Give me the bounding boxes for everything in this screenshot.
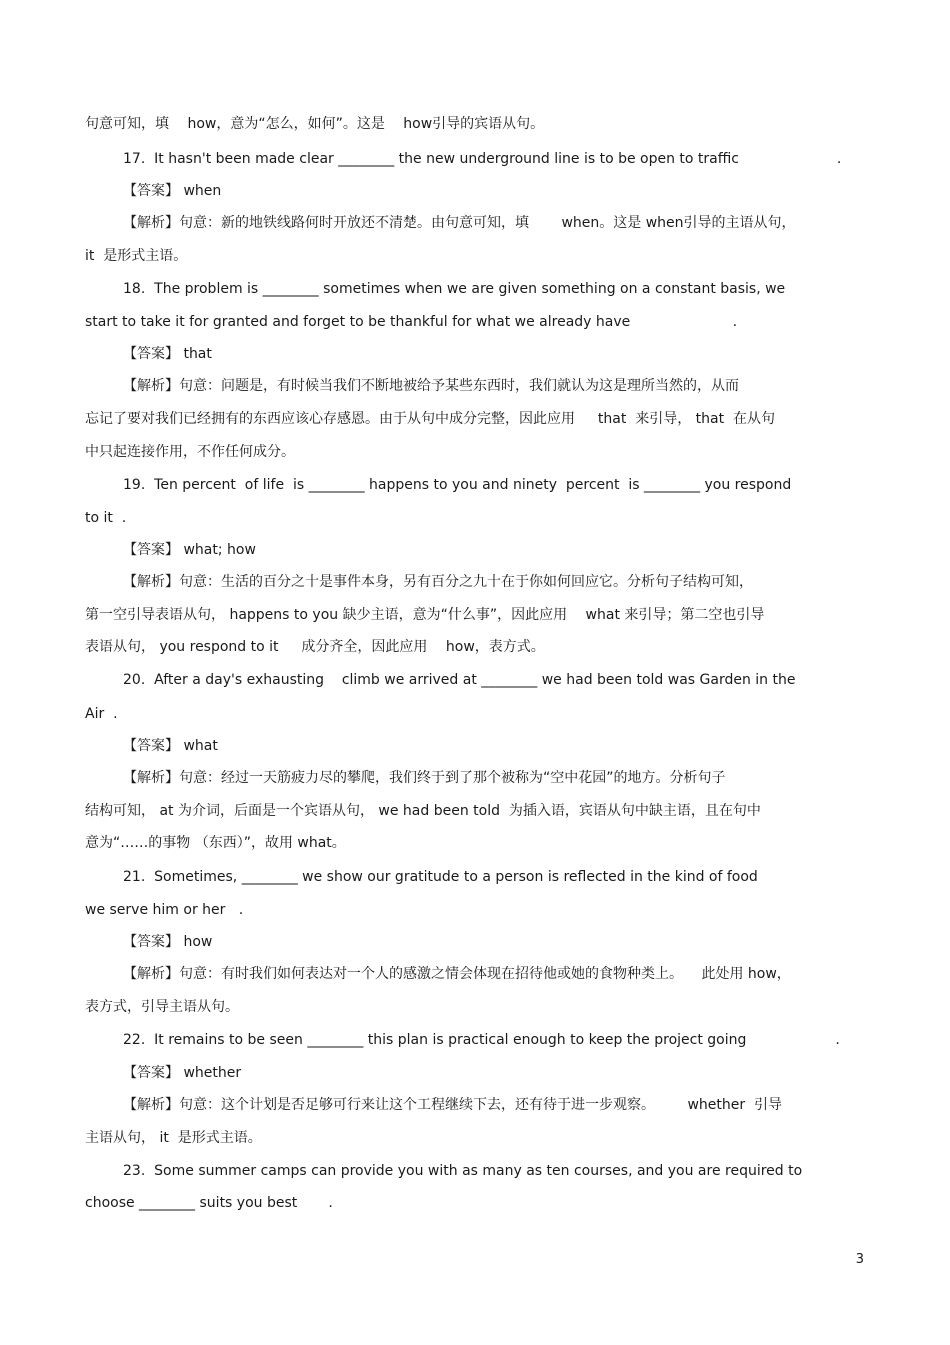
text-line: we serve him or her . (85, 902, 244, 918)
analysis-21: 【解析】句意：有时我们如何表达对一个人的感激之情会体现在招待他或她的食物种类上。 此处用 how， (123, 966, 791, 982)
text-line: 结构可知， at 为介词，后面是一个宾语从句， we had been told 为插入语，宾语从句中缺主语，且在句中 (85, 803, 761, 819)
text-line: 忘记了要对我们已经拥有的东西应该心存感恩。由于从句中成分完整，因此应用 that 来引导， that 在从句 (85, 411, 776, 427)
text-line: to it . (85, 510, 127, 526)
question-19: 19. Ten percent of life is ________ happens to you and ninety percent is ________ you respond (123, 477, 792, 493)
analysis-19: 【解析】句意：生活的百分之十是事件本身，另有百分之九十在于你如何回应它。分析句子结构可知， (123, 574, 753, 590)
question-18: 18. The problem is ________ sometimes when we are given something on a constant basis, we (123, 281, 786, 297)
text-line: 主语从句， it 是形式主语。 (85, 1130, 262, 1146)
analysis-18: 【解析】句意：问题是，有时候当我们不断地被给予某些东西时，我们就认为这是理所当然的，从而 (123, 378, 739, 394)
text-line: 第一空引导表语从句， happens to you 缺少主语，意为“什么事”，因此应用 what 来引导；第二空也引导 (85, 607, 765, 623)
text-line: 句意可知，填 how，意为“怎么，如何”。这是 how引导的宾语从句。 (85, 116, 545, 132)
question-20: 20. After a day's exhausting climb we arrived at ________ we had been told was Garden in the (123, 672, 796, 688)
answer-21: 【答案】 how (123, 934, 213, 950)
page-number: 3 (855, 1252, 864, 1267)
text-line: start to take it for granted and forget to be thankful for what we already have . (85, 314, 738, 330)
analysis-22: 【解析】句意：这个计划是否足够可行来让这个工程继续下去，还有待于进一步观察。 whether 引导 (123, 1097, 783, 1113)
answer-19: 【答案】 what; how (123, 542, 256, 558)
text-line: it 是形式主语。 (85, 248, 188, 264)
text-line: Air . (85, 706, 118, 722)
text-line: 中只起连接作用，不作任何成分。 (85, 444, 295, 460)
answer-22: 【答案】 whether (123, 1065, 242, 1081)
text-line: choose ________ suits you best . (85, 1195, 333, 1211)
text-line: 意为“……的事物 （东西）”，故用 what。 (85, 835, 346, 851)
answer-17: 【答案】 when (123, 183, 222, 199)
analysis-20: 【解析】句意：经过一天筋疲力尽的攀爬，我们终于到了那个被称为“空中花园”的地方。分析句子 (123, 770, 726, 786)
question-23: 23. Some summer camps can provide you with as many as ten courses, and you are required to (123, 1163, 803, 1179)
text-line: 表方式，引导主语从句。 (85, 999, 239, 1015)
question-17: 17. It hasn't been made clear ________ the new underground line is to be open to traffic . (123, 151, 842, 167)
question-22: 22. It remains to be seen ________ this plan is practical enough to keep the project going . (123, 1032, 840, 1048)
analysis-17: 【解析】句意：新的地铁线路何时开放还不清楚。由句意可知，填 when。这是 when引导的主语从句， (123, 215, 796, 231)
answer-18: 【答案】 that (123, 346, 212, 362)
answer-20: 【答案】 what (123, 738, 218, 754)
text-line: 表语从句， you respond to it 成分齐全，因此应用 how，表方式。 (85, 639, 545, 655)
question-21: 21. Sometimes, ________ we show our gratitude to a person is reflected in the kind of food (123, 869, 758, 885)
